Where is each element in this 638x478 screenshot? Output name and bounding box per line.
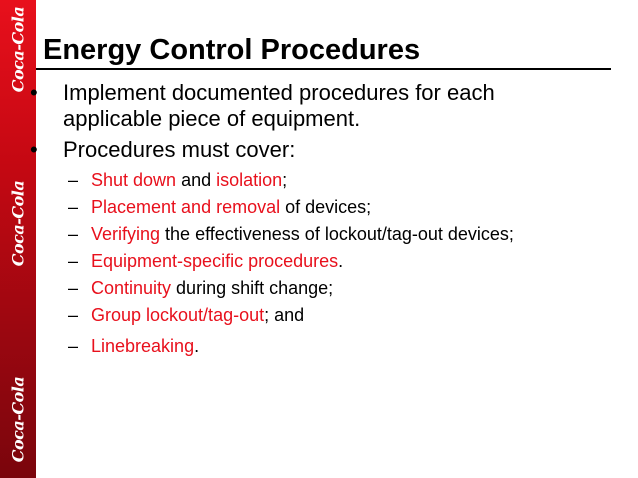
sub-item-text: and [176,170,217,190]
slide-title: Energy Control Procedures [43,34,421,66]
sub-item-keyword: Verifying [91,224,161,244]
sub-item-keyword: Continuity [91,278,172,298]
title-divider [36,68,611,70]
dash-marker: – [68,197,79,217]
dash-marker: – [68,336,79,356]
coca-cola-logo: Coca-Cola [8,180,28,266]
dash-marker: – [68,251,79,271]
bullet-text: Implement documented procedures for each [63,80,495,105]
sub-item-text: of devices; [280,197,372,217]
dash-marker: – [68,170,79,190]
dash-marker: – [68,305,79,325]
sub-item-keyword: Linebreaking [91,336,195,356]
bullet-marker: • [30,137,38,162]
sub-item-text: ; and [264,305,305,325]
bullet-text: Procedures must cover: [63,137,296,162]
sub-item-keyword: Placement and removal [91,197,281,217]
bullet-text: applicable piece of equipment. [63,106,361,131]
sub-item-keyword: Equipment-specific procedures [91,251,339,271]
dash-marker: – [68,278,79,298]
sub-item-keyword: Group lockout/tag-out [91,305,265,325]
coca-cola-logo: Coca-Cola [8,6,28,92]
sub-item-text: during shift change; [171,278,334,298]
sub-item-keyword: isolation [216,170,283,190]
dash-marker: – [68,224,79,244]
brand-sidebar [0,0,36,478]
sub-item-text: . [338,251,344,271]
sub-item-keyword: Shut down [91,170,177,190]
bullet-marker: • [30,80,38,105]
sub-item-text: . [194,336,200,356]
sub-item-text: the effectiveness of lockout/tag-out devices; [160,224,514,244]
sub-item-text: ; [282,170,288,190]
coca-cola-logo: Coca-Cola [8,376,28,462]
